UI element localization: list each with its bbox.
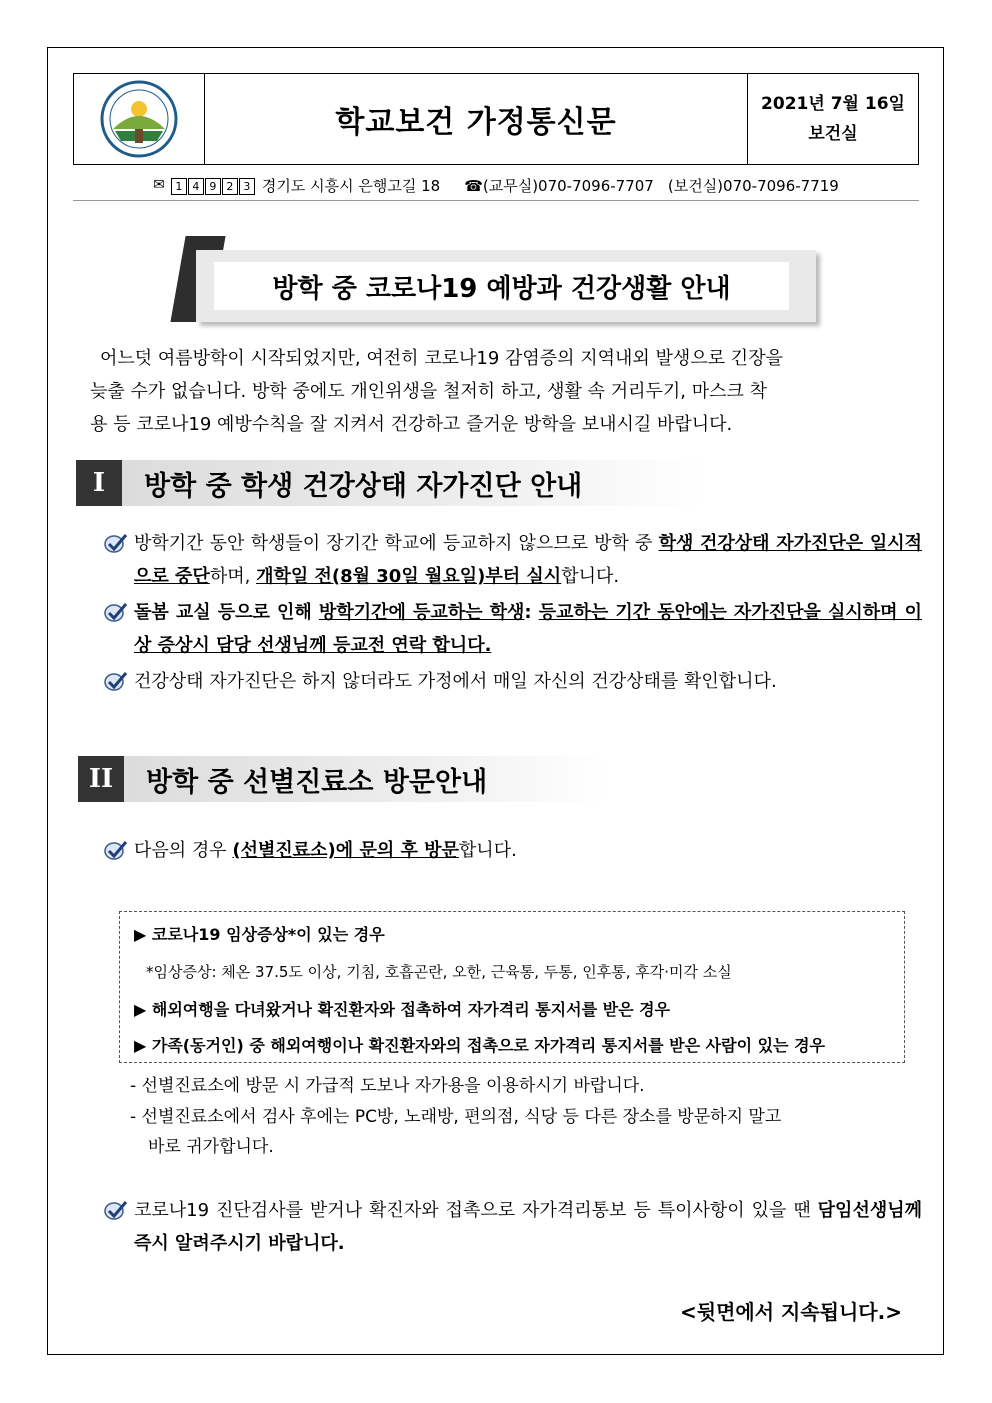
checkmark-icon [104,532,128,554]
screening-criteria-box [119,911,905,1063]
item-text: 건강상태 자가진단은 하지 않더라도 가정에서 매일 자신의 건강상태를 확인합니다. [134,671,777,692]
intro-paragraph [90,342,902,441]
phone-office: ☎(교무실)070-7096-7707 [464,176,654,195]
checklist-item [104,596,922,662]
intro-line: 용 등 코로나19 예방수칙을 잘 지켜서 건강하고 즐거운 방학을 보내시길 바랍니다. [90,414,733,435]
postal-digit: 1 [171,178,187,195]
postal-digit: 3 [239,178,255,195]
school-logo [74,74,205,164]
checklist-item [104,665,922,698]
school-emblem-icon [99,79,179,159]
emphasis-text: 학생 건강상태 자가진단은 일시적으로 중단 [134,533,923,587]
item-text: 방학기간 동안 학생들이 장기간 학교에 등교하지 않으므로 방학 중 [134,533,659,554]
emphasis-text: 등교하는 기간 동안에는 자가진단을 실시하며 이상 증상시 담당 선생님께 등교전 연락 합니다. [134,602,923,656]
phone-health: (보건실)070-7096-7719 [667,176,839,195]
checkmark-icon [104,601,128,623]
banner-title: 방학 중 코로나19 예방과 건강생활 안내 [214,262,789,310]
dash-note: - 선별진료소에 방문 시 가급적 도보나 자가용을 이용하시기 바랍니다. [130,1076,645,1096]
postal-digit: 2 [222,178,238,195]
item-text: 합니다. [561,566,620,587]
checklist-item [104,1194,922,1260]
criteria-item: ▶ 코로나19 임상증상*이 있는 경우 [134,925,385,944]
section-title: 방학 중 선별진료소 방문안내 [124,756,606,802]
emphasis-text: 개학일 전(8월 30일 월요일)부터 실시 [256,566,562,587]
section-1-heading [76,460,704,506]
emphasis-text: 방학기간에 등교하는 학생 [318,602,525,623]
emphasis-text: (선별진료소)에 문의 후 방문 [232,840,459,861]
postal-digit: 9 [205,178,221,195]
issue-date: 2021년 7월 16일 [761,94,905,114]
postal-digit: 4 [188,178,204,195]
checkmark-icon [104,839,128,861]
mail-icon: ✉ [153,177,165,193]
item-text: 돌봄 교실 등으로 인해 [134,602,319,623]
checkmark-icon [104,1199,128,1221]
criteria-note: *임상증상: 체온 37.5도 이상, 기침, 호흡곤란, 오한, 근육통, 두통, 인후통, 후각·미각 소실 [146,963,732,981]
address-line [73,170,919,201]
section-title: 방학 중 학생 건강상태 자가진단 안내 [122,460,704,506]
dash-note-continued: 바로 귀가합니다. [148,1137,274,1157]
checklist-item [104,527,922,593]
issuing-dept: 보건실 [808,124,858,144]
intro-line: 늦출 수가 없습니다. 방학 중에도 개인위생을 철저히 하고, 생활 속 거리두기, 마스크 착 [90,381,768,402]
section-2-heading [78,756,606,802]
checklist-item [104,834,922,867]
item-text: 하며, [209,566,257,587]
section-number: II [78,756,124,802]
section-number: I [76,460,122,506]
item-text: 코로나19 진단검사를 받거나 확진자와 접촉으로 자가격리통보 등 특이사항이 있을 땐 [134,1200,818,1221]
continued-note: <뒷면에서 지속됩니다.> [680,1300,902,1324]
checkmark-icon [104,670,128,692]
item-text: 다음의 경우 [134,840,233,861]
letter-header [73,73,919,165]
date-block [748,74,918,164]
item-text: : [524,602,539,623]
intro-line: 어느덧 여름방학이 시작되었지만, 여전히 코로나19 감염증의 지역내외 발생으로 긴장을 [100,348,783,369]
street-address: 경기도 시흥시 은행고길 18 [261,176,441,195]
criteria-item: ▶ 가족(동거인) 중 해외여행이나 확진환자와의 접촉으로 자가격리 통지서를 받은 사람이 있는 경우 [134,1036,825,1055]
emphasis-text: 담임선생님께 즉시 알려주시기 바랍니다. [134,1200,922,1254]
criteria-item: ▶ 해외여행을 다녀왔거나 확진환자와 접촉하여 자가격리 통지서를 받은 경우 [134,1000,671,1019]
postal-code [171,176,256,195]
item-text: 합니다. [458,840,517,861]
dash-note: - 선별진료소에서 검사 후에는 PC방, 노래방, 편의점, 식당 등 다른 장소를 방문하지 말고 [130,1107,782,1127]
letter-title: 학교보건 가정통신문 [205,74,748,164]
